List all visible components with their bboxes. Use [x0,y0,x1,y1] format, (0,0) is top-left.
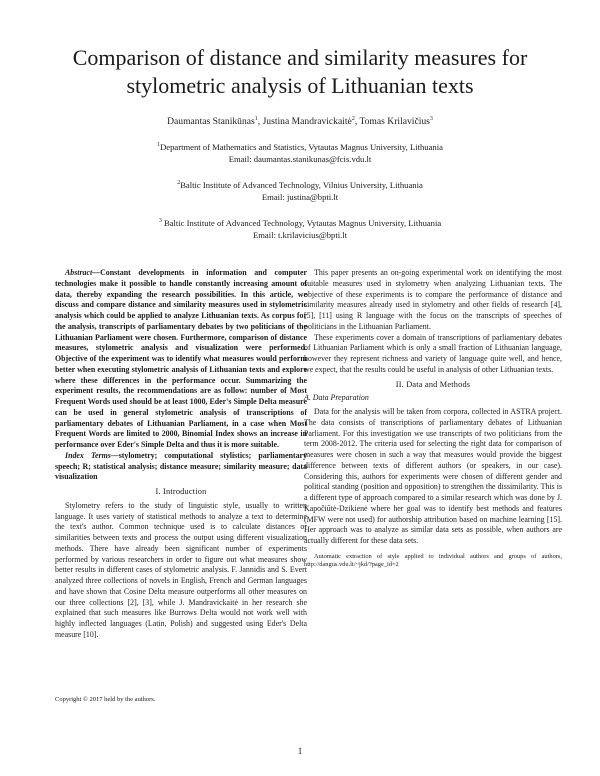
affiliation-mark: 3 [158,218,162,225]
author-name: Tomas Krilavičius [359,116,430,127]
affiliation-email: Email: daumantas.stanikunas@fcis.vdu.lt [228,153,372,164]
paragraph: Data for the analysis will be taken from corpora, collected in ASTRA project. The data consists of transcriptions of parliamentary debates of Lithuanian Parliament. For this investigation we use transcripts of two politicians from the term 2008-2012. The criteria used for selecting the right data for comparison of measures were chosen in such a way that measures would provide the biggest difference between texts of different authors (or speakers, in our case). Considering this, authors for experiments were chosen of different gender and political standing (position and opposition) to strengthen the dissimilarity. This is a different type of approach compared to a similar research which was done by J. Kapočiūtė-Dzikienė where her goal was to identify best methods and features (MFW were not used) for authorship attribution based on machine learning [15]. Her approach was to analyze as similar data sets as possible, when authors are actually different for these data sets. [304,407,562,545]
abstract-text: Constant developments in information and computer technologies make it possible to handle constantly increasing amount of data, thereby expanding the research possibilities. In this article, we discuss and compare distance and similarity measures used in stylometric analysis which could be applied to analyze Lithuanian texts. As corpus for the analysis, transcripts of parliamentary debates by two politicians of the Lithuanian Parliament were chosen. Furthermore, comparison of distance measures, stylometric analysis and visualization were performed. Objective of the experiment was to identify what measures would perform better when executing stylometric analysis of Lithuanian texts and explore where these differences in the performance occur. Summarizing the experiment results, the recommendations are as follow: number of Most Frequent Words used should be at least 1000, Eder's Simple Delta measure can be used in general stylometric analysis of transcriptions of parliamentary debates of Lithuanian Parliament, in a case when Most Frequent Words are limited to 2000, Binomial Index shows an increase in performance over Eder's Simple Delta and thus it is more suitable. [55,268,307,449]
affiliation-email: Email: justina@bpti.lt [261,191,339,202]
left-column [55,268,307,641]
affiliation-line: Baltic Institute of Advanced Technology, Vilnius University, Lithuania [180,180,423,190]
affiliation-2 [0,180,600,203]
author-mark: 2 [351,115,355,122]
author-mark: 3 [429,115,433,122]
index-terms [55,451,307,483]
abstract-label: Abstract— [65,268,101,277]
page-number: 1 [297,746,303,756]
author-mark: 1 [254,115,258,122]
section-heading-introduction: I. Introduction [155,487,207,496]
author-name: Justina Mandravickaitė [262,116,352,127]
paper-title [0,44,600,100]
title-line-2: stylometric analysis of Lithuanian texts [126,73,474,98]
affiliation-3 [0,218,600,241]
affiliation-line: Department of Mathematics and Statistics, Vytautas Magnus University, Lithuania [160,142,443,152]
author-list: Daumantas Stanikūnas$^1$, Justina Mandravickaitė$^2$, Tomas Krilavičius$^3$ [167,115,433,127]
author-name: Daumantas Stanikūnas [167,116,255,127]
copyright-notice: Copyright © 2017 held by the authors. [55,696,156,703]
footnote: Automatic extraction of style applied to individual authors and groups of authors, http://dangus.vdu.lt/~jkd/?page_id=2 [304,552,562,569]
abstract [55,268,307,451]
affiliation-line: Baltic Institute of Advanced Technology, Vytautas Magnus University, Lithuania [163,218,442,228]
subsection-heading: A. Data Preparation [304,393,369,403]
index-terms-text: —stylometry; computational stylistics; parliamentary speech; R; statistical analysis; distance measure; similarity measure; data visualization [55,450,307,482]
right-column [304,268,562,569]
index-terms-label: Index Terms [65,450,111,460]
title-line-1: Comparison of distance and similarity measures for [72,45,528,70]
affiliation-mark: 2 [177,180,181,187]
affiliation-mark: 1 [157,142,161,149]
section-heading-data-methods: II. Data and Methods [395,379,471,389]
affiliation-email: Email: t.krilavicius@bpti.lt [252,229,348,240]
paragraph: These experiments cover a domain of transcriptions of parliamentary debates of Lithuanian Parliament which is only a small fraction of Lithuanian language, however they represent richness and variety of language quite well, and hence, we expect, that the results could be useful in analysis of other Lithuanian texts. [304,332,562,374]
paragraph: This paper presents an on-going experimental work on identifying the most suitable measures used in stylometry when analyzing Lithuanian texts. The objective of these experiments is to compare the performance of distance and similarity measures already used in stylometry and other fields of research [4], [5], [11] using R language with the focus on the transcripts of speeches of politicians in the Lithuanian Parliament. [304,268,562,331]
affiliation-1 [0,142,600,165]
paragraph: Stylometry refers to the study of linguistic style, usually to written language. It uses variety of statistical methods to analyze a text to determine the text's author. Common technique used is to calculate distances or similarities between texts and process the output using different visualization methods. There have already been significant number of experiments performed by various researchers in order to figure out what measures show better results in different cases of stylometric analysis. F. Jannidis and S. Evert analyzed three collections of novels in English, French and German languages and have shown that Cosine Delta measure outperforms all other measures on our three collections [2], [3], while J. Mandravickaitė in her research she explained that such measures like Burrows Delta would not work well with highly inflected languages (Latin, Polish) and suggested using Eder's Delta measure [10]. [55,500,307,639]
